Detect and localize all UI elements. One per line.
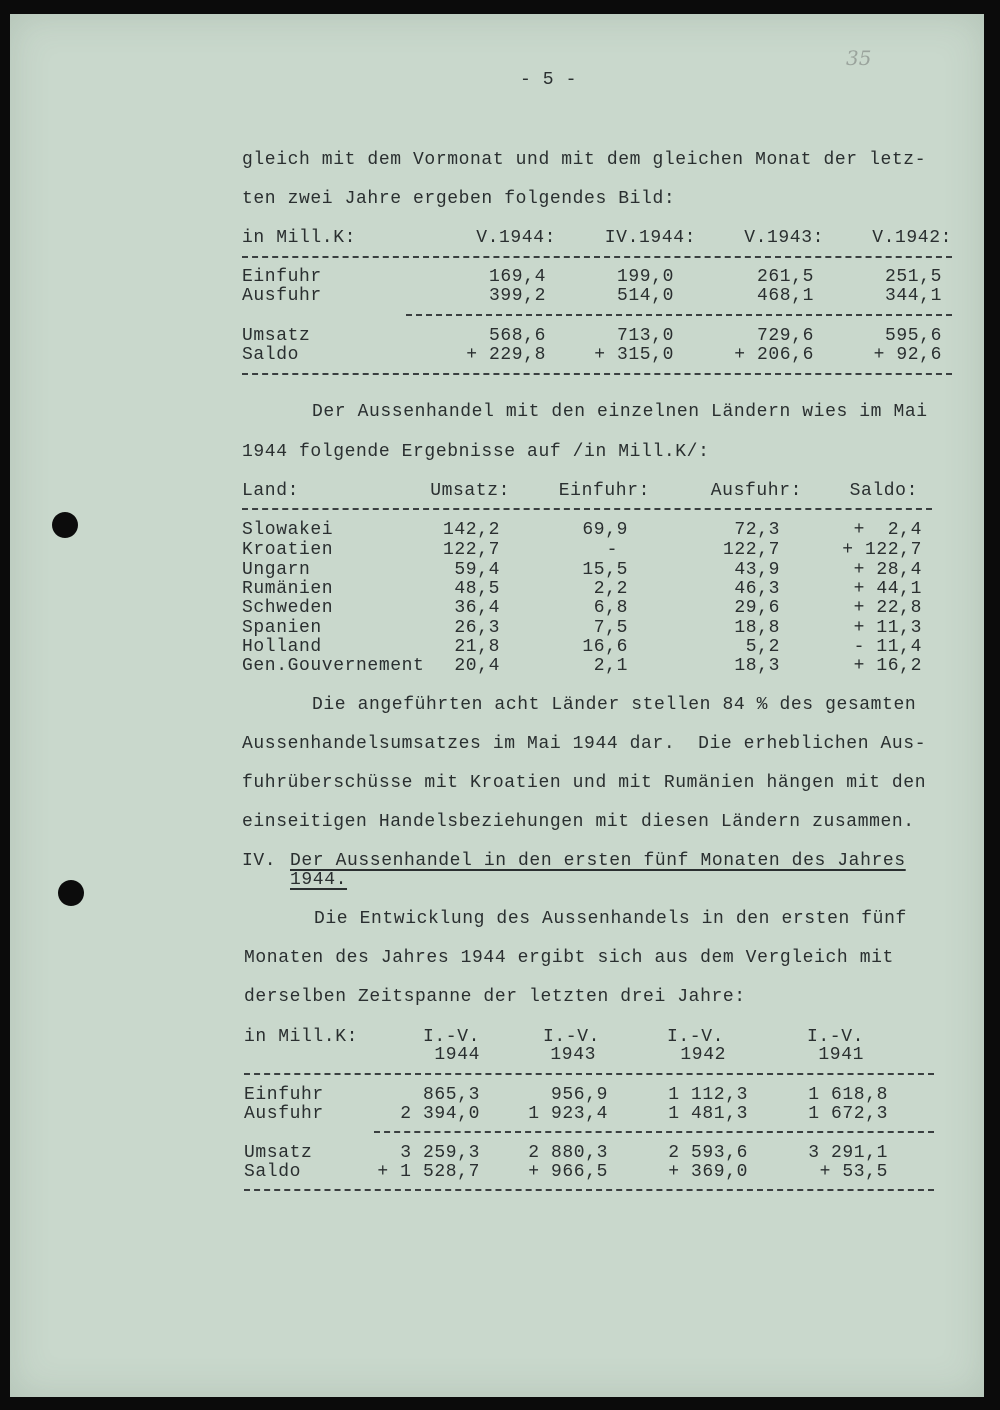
table-row-label: Umsatz bbox=[242, 326, 311, 346]
table-cell: + 1 528,7 bbox=[377, 1162, 480, 1182]
table-cell: 16,6 bbox=[582, 637, 628, 657]
punch-hole-top bbox=[52, 512, 78, 538]
table-cell: 713,0 bbox=[616, 326, 674, 346]
table-cell: 2 394,0 bbox=[400, 1104, 480, 1124]
table-cell: + 206,6 bbox=[734, 345, 814, 365]
table-header-cell: Einfuhr: bbox=[558, 481, 650, 501]
table-cell: 468,1 bbox=[756, 286, 814, 306]
table-cell: 69,9 bbox=[582, 520, 628, 540]
paragraph-line: derselben Zeitspanne der letzten drei Jahre: bbox=[244, 987, 746, 1007]
table-cell: 18,8 bbox=[734, 618, 780, 638]
table-cell: 43,9 bbox=[734, 560, 780, 580]
punch-hole-bottom bbox=[58, 880, 84, 906]
table-cell: 595,6 bbox=[884, 326, 942, 346]
table-cell: 1 672,3 bbox=[808, 1104, 888, 1124]
table-cell: + 229,8 bbox=[466, 345, 546, 365]
table-cell: 261,5 bbox=[756, 267, 814, 287]
page-number: - 5 - bbox=[520, 70, 578, 90]
table-cell: + 53,5 bbox=[819, 1162, 888, 1182]
table-rule bbox=[242, 373, 952, 375]
table-header-label: in Mill.K: bbox=[244, 1027, 359, 1047]
table-header-cell: 1941 bbox=[818, 1045, 864, 1065]
table-header-label: in Mill.K: bbox=[242, 228, 357, 248]
table-cell: 59,4 bbox=[454, 560, 500, 580]
table-row-label: Ausfuhr bbox=[244, 1104, 324, 1124]
table-cell: 199,0 bbox=[616, 267, 674, 287]
table-cell: 729,6 bbox=[756, 326, 814, 346]
table-cell: 122,7 bbox=[442, 540, 500, 560]
table-cell: 7,5 bbox=[593, 618, 628, 638]
table-cell: 72,3 bbox=[734, 520, 780, 540]
table-row-label: Saldo bbox=[244, 1162, 302, 1182]
table-header-cell: Saldo: bbox=[849, 481, 918, 501]
table-cell: 142,2 bbox=[442, 520, 500, 540]
table-row-label: Schweden bbox=[242, 598, 334, 618]
table-header-cell: Umsatz: bbox=[430, 481, 510, 501]
table-row-label: Umsatz bbox=[244, 1143, 313, 1163]
table-cell: 344,1 bbox=[884, 286, 942, 306]
section-number: IV. bbox=[242, 851, 277, 871]
table-row-label: Einfuhr bbox=[244, 1085, 324, 1105]
table-cell: 2,1 bbox=[593, 656, 628, 676]
table-cell: + 92,6 bbox=[873, 345, 942, 365]
table-cell: + 16,2 bbox=[853, 656, 922, 676]
table-cell: + 315,0 bbox=[594, 345, 674, 365]
paragraph-line: Aussenhandelsumsatzes im Mai 1944 dar. Die erheblichen Aus- bbox=[242, 734, 927, 754]
table-header-cell: I.-V. bbox=[422, 1027, 480, 1047]
paragraph-line: Die Entwicklung des Aussenhandels in den ersten fünf bbox=[314, 909, 907, 929]
table-row-label: Holland bbox=[242, 637, 322, 657]
table-cell: 251,5 bbox=[884, 267, 942, 287]
table-cell: 956,9 bbox=[550, 1085, 608, 1105]
table-header-cell: V.1942: bbox=[872, 228, 952, 248]
table-header-cell: 1943 bbox=[550, 1045, 596, 1065]
table-cell: 1 112,3 bbox=[668, 1085, 748, 1105]
table-rule bbox=[244, 1073, 934, 1075]
paragraph-line: gleich mit dem Vormonat und mit dem gleichen Monat der letz- bbox=[242, 150, 927, 170]
table-cell: + 966,5 bbox=[528, 1162, 608, 1182]
paragraph-line: Der Aussenhandel mit den einzelnen Ländern wies im Mai bbox=[312, 402, 928, 422]
table-header-cell: 1942 bbox=[680, 1045, 726, 1065]
paragraph-line: Die angeführten acht Länder stellen 84 % des gesamten bbox=[312, 695, 917, 715]
table-cell: 46,3 bbox=[734, 579, 780, 599]
table-cell: + 369,0 bbox=[668, 1162, 748, 1182]
paragraph-line: 1944 folgende Ergebnisse auf /in Mill.K/: bbox=[242, 442, 710, 462]
table-cell: + 22,8 bbox=[853, 598, 922, 618]
paragraph-line: Monaten des Jahres 1944 ergibt sich aus dem Vergleich mit bbox=[244, 948, 894, 968]
table-cell: 48,5 bbox=[454, 579, 500, 599]
table-cell: 2 880,3 bbox=[528, 1143, 608, 1163]
table-cell: 20,4 bbox=[454, 656, 500, 676]
table-header-cell: I.-V. bbox=[542, 1027, 600, 1047]
table-cell: 169,4 bbox=[488, 267, 546, 287]
table-cell: 1 923,4 bbox=[528, 1104, 608, 1124]
table-cell: - bbox=[606, 540, 618, 560]
table-cell: 399,2 bbox=[488, 286, 546, 306]
table-cell: 2,2 bbox=[593, 579, 628, 599]
table-rule bbox=[406, 314, 952, 316]
table-header-cell: IV.1944: bbox=[604, 228, 696, 248]
table-cell: + 122,7 bbox=[842, 540, 922, 560]
table-cell: + 11,3 bbox=[853, 618, 922, 638]
paragraph-line: einseitigen Handelsbeziehungen mit diesen Ländern zusammen. bbox=[242, 812, 915, 832]
table-cell: 1 481,3 bbox=[668, 1104, 748, 1124]
table-row-label: Gen.Gouvernement bbox=[242, 656, 425, 676]
paragraph-line: fuhrüberschüsse mit Kroatien und mit Rumänien hängen mit den bbox=[242, 773, 927, 793]
table-cell: 6,8 bbox=[593, 598, 628, 618]
table-cell: 18,3 bbox=[734, 656, 780, 676]
table-row-label: Ausfuhr bbox=[242, 286, 322, 306]
table-header-label: Land: bbox=[242, 481, 300, 501]
table-cell: + 44,1 bbox=[853, 579, 922, 599]
table-header-cell: V.1943: bbox=[744, 228, 824, 248]
table-cell: 2 593,6 bbox=[668, 1143, 748, 1163]
table-cell: + 2,4 bbox=[853, 520, 922, 540]
table-row-label: Einfuhr bbox=[242, 267, 322, 287]
table-cell: 514,0 bbox=[616, 286, 674, 306]
table-cell: 36,4 bbox=[454, 598, 500, 618]
table-rule bbox=[374, 1131, 934, 1133]
table-row-label: Saldo bbox=[242, 345, 300, 365]
table-rule bbox=[242, 508, 932, 510]
paragraph-line: ten zwei Jahre ergeben folgendes Bild: bbox=[242, 189, 676, 209]
table-row-label: Spanien bbox=[242, 618, 322, 638]
table-cell: 5,2 bbox=[745, 637, 780, 657]
table-row-label: Kroatien bbox=[242, 540, 334, 560]
table-cell: 865,3 bbox=[422, 1085, 480, 1105]
table-cell: 21,8 bbox=[454, 637, 500, 657]
table-cell: - 11,4 bbox=[853, 637, 922, 657]
table-header-cell: 1944 bbox=[434, 1045, 480, 1065]
pencil-page-mark: 35 bbox=[846, 46, 872, 70]
table-header-cell: I.-V. bbox=[806, 1027, 864, 1047]
table-cell: 26,3 bbox=[454, 618, 500, 638]
table-row-label: Rumänien bbox=[242, 579, 334, 599]
section-title: Der Aussenhandel in den ersten fünf Monaten des Jahres bbox=[290, 851, 906, 871]
table-cell: 122,7 bbox=[722, 540, 780, 560]
table-cell: 1 618,8 bbox=[808, 1085, 888, 1105]
table-cell: 3 259,3 bbox=[400, 1143, 480, 1163]
table-cell: 29,6 bbox=[734, 598, 780, 618]
table-header-cell: Ausfuhr: bbox=[710, 481, 802, 501]
table-cell: 568,6 bbox=[488, 326, 546, 346]
table-row-label: Ungarn bbox=[242, 560, 311, 580]
table-row-label: Slowakei bbox=[242, 520, 334, 540]
table-rule bbox=[244, 1189, 934, 1191]
table-cell: 3 291,1 bbox=[808, 1143, 888, 1163]
table-header-cell: I.-V. bbox=[666, 1027, 724, 1047]
table-rule bbox=[242, 256, 952, 258]
table-header-cell: V.1944: bbox=[476, 228, 556, 248]
table-cell: + 28,4 bbox=[853, 560, 922, 580]
section-title-continued: 1944. bbox=[290, 870, 348, 890]
table-cell: 15,5 bbox=[582, 560, 628, 580]
